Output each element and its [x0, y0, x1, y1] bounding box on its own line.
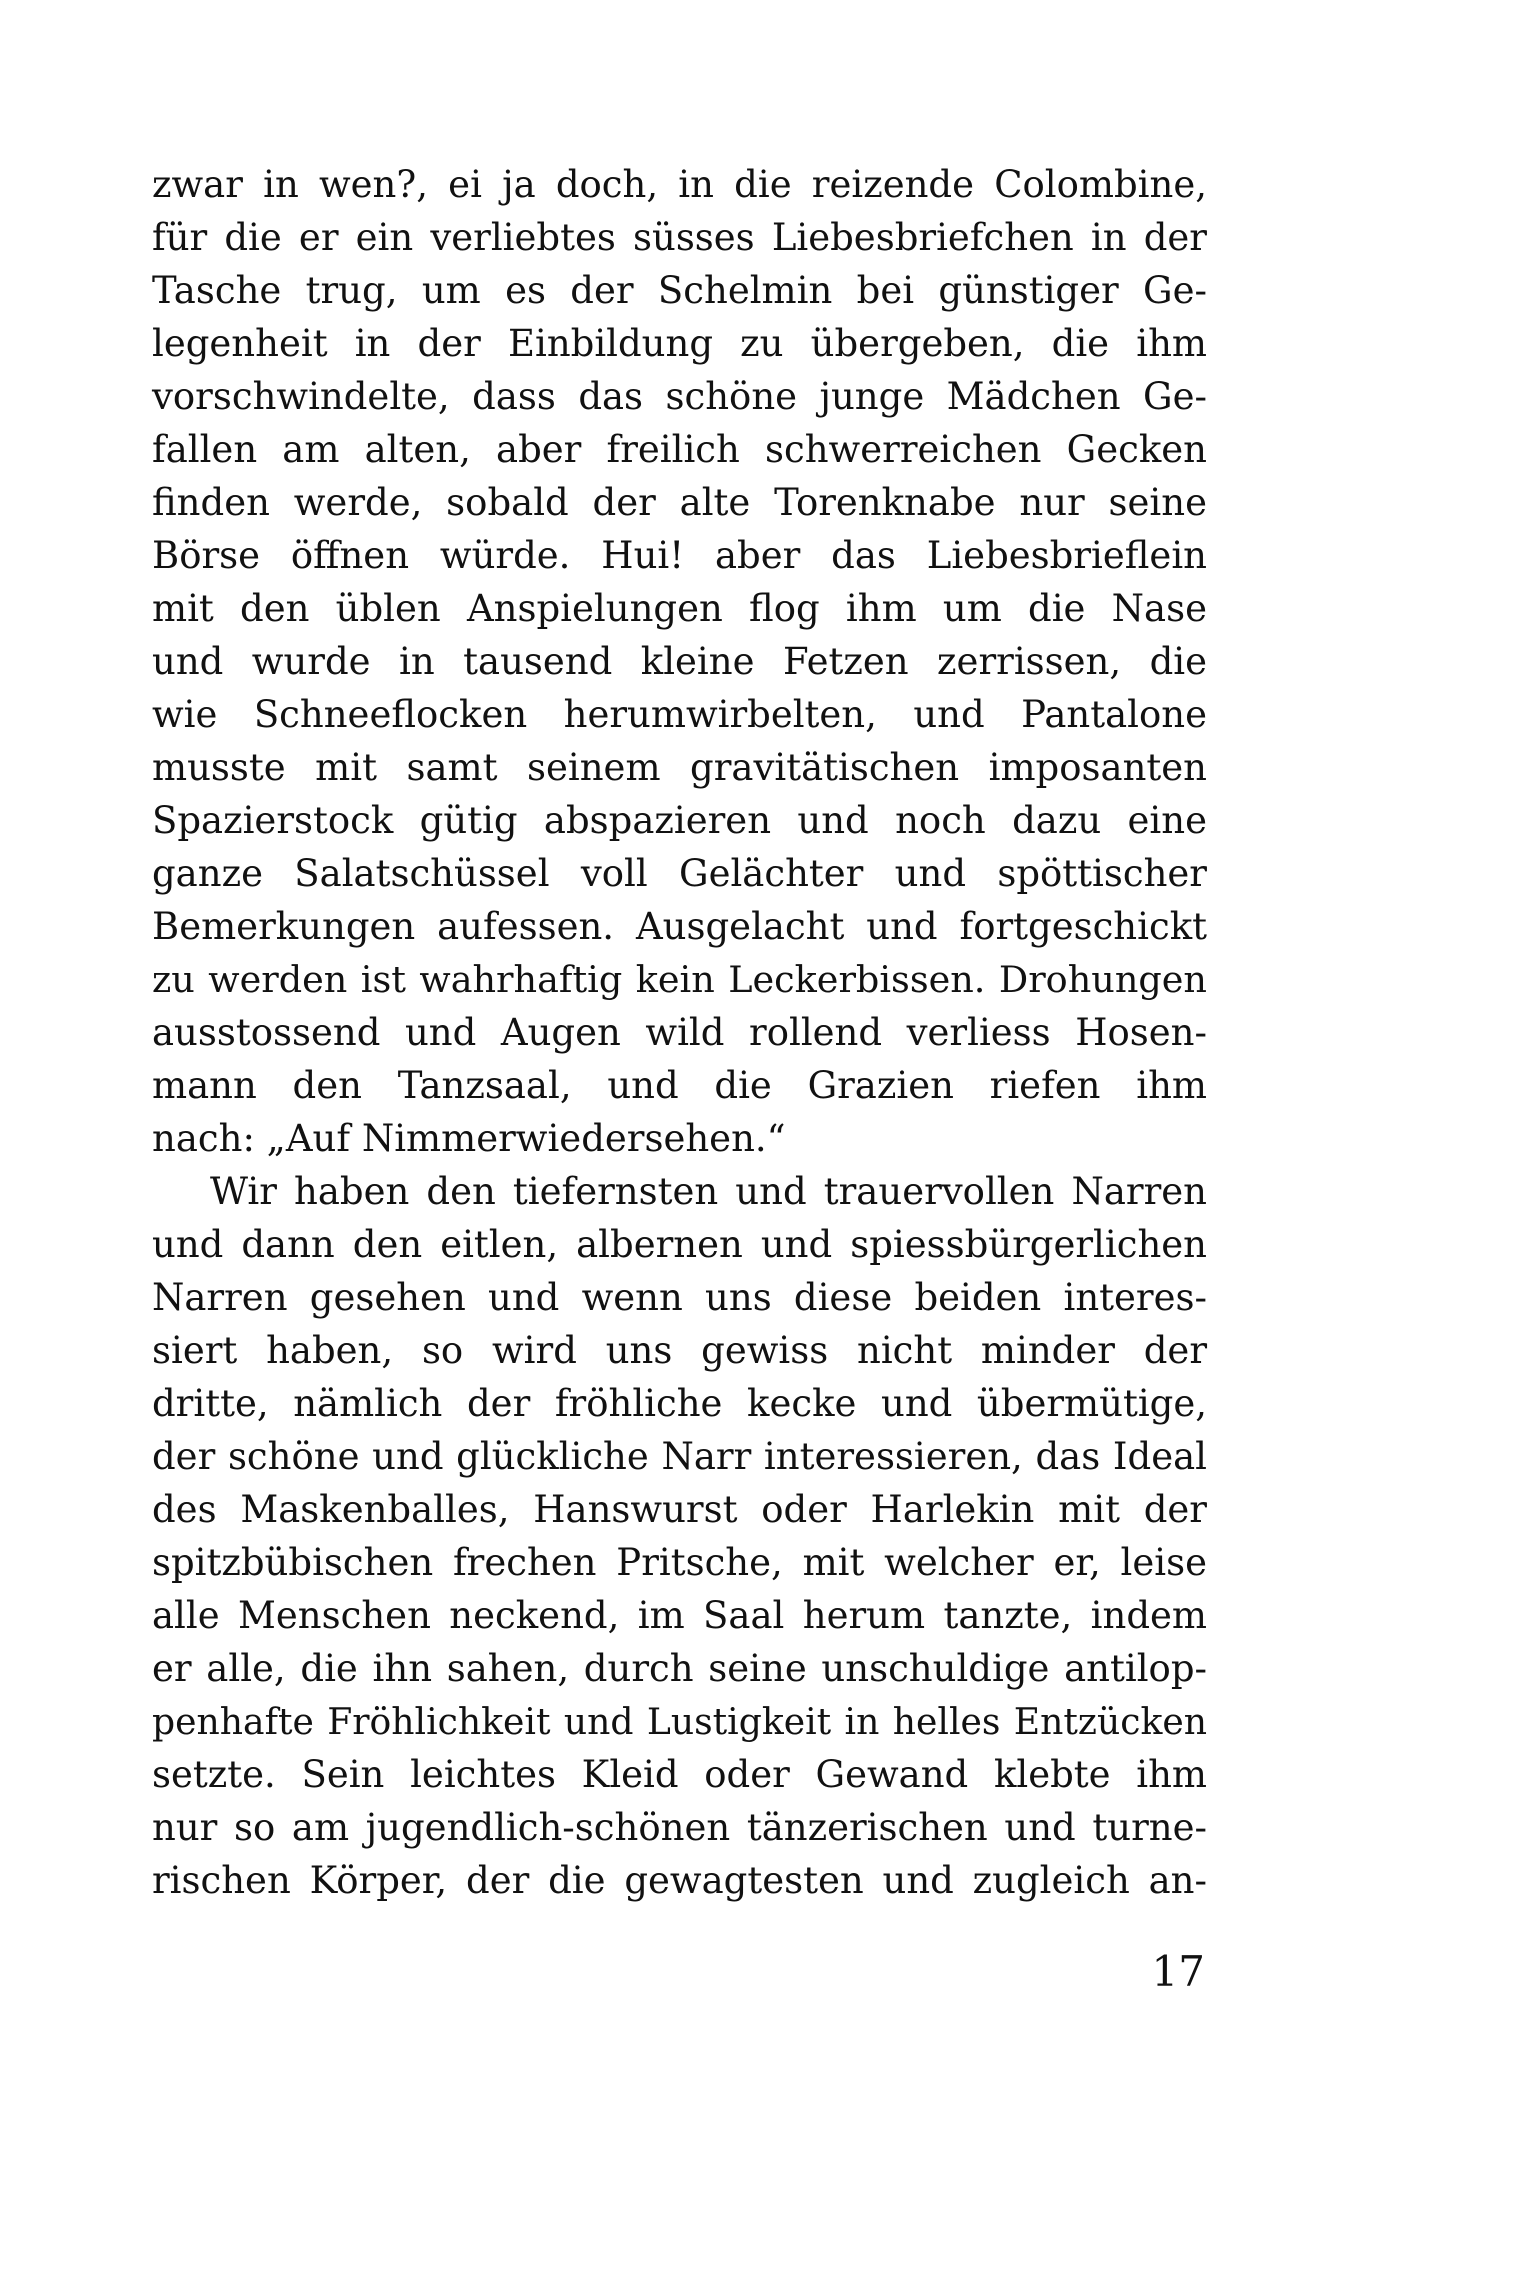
text-line: setzte. Sein leichtes Kleid oder Gewand klebte ihm [152, 1753, 1207, 1796]
text-line: musste mit samt seinem gravitätischen imposanten [152, 746, 1207, 789]
text-line: vorschwindelte, dass das schöne junge Mädchen Ge- [152, 375, 1207, 418]
text-line: dritte, nämlich der fröhliche kecke und übermütige, [152, 1382, 1207, 1425]
text-line: Börse öffnen würde. Hui! aber das Liebesbrieflein [152, 534, 1207, 577]
text-line: und dann den eitlen, albernen und spiessbürgerlichen [152, 1223, 1207, 1266]
text-line: ganze Salatschüssel voll Gelächter und spöttischer [152, 852, 1207, 895]
text-line: alle Menschen neckend, im Saal herum tanzte, indem [152, 1594, 1207, 1637]
text-line: der schöne und glückliche Narr interessieren, das Ideal [152, 1435, 1207, 1478]
text-line: des Maskenballes, Hanswurst oder Harlekin mit der [152, 1488, 1207, 1531]
text-line: nur so am jugendlich-schönen tänzerischen und turne- [152, 1806, 1207, 1849]
text-line: siert haben, so wird uns gewiss nicht minder der [152, 1329, 1207, 1372]
text-line: legenheit in der Einbildung zu übergeben, die ihm [152, 322, 1207, 365]
text-line: finden werde, sobald der alte Torenknabe nur seine [152, 481, 1207, 524]
text-line: und wurde in tausend kleine Fetzen zerrissen, die [152, 640, 1207, 683]
text-line: rischen Körper, der die gewagtesten und zugleich an- [152, 1859, 1207, 1902]
text-line: er alle, die ihn sahen, durch seine unschuldige antilop- [152, 1647, 1207, 1690]
text-line: ausstossend und Augen wild rollend verliess Hosen- [152, 1011, 1207, 1054]
text-line: für die er ein verliebtes süsses Liebesbriefchen in der [152, 216, 1207, 259]
text-line: Spazierstock gütig abspazieren und noch dazu eine [152, 799, 1207, 842]
text-line: fallen am alten, aber freilich schwerreichen Gecken [152, 428, 1207, 471]
text-line: Tasche trug, um es der Schelmin bei günstiger Ge- [152, 269, 1207, 312]
text-line: mit den üblen Anspielungen flog ihm um die Nase [152, 587, 1207, 630]
page-number: 17 [1151, 1947, 1205, 1996]
text-line: Wir haben den tiefernsten und trauervollen Narren [210, 1170, 1207, 1213]
text-line: zwar in wen?, ei ja doch, in die reizende Colombine, [152, 163, 1207, 206]
text-line: mann den Tanzsaal, und die Grazien riefen ihm [152, 1064, 1207, 1107]
text-line: Narren gesehen und wenn uns diese beiden interes- [152, 1276, 1207, 1319]
text-line: wie Schneeflocken herumwirbelten, und Pantalone [152, 693, 1207, 736]
text-line: Bemerkungen aufessen. Ausgelacht und fortgeschickt [152, 905, 1207, 948]
text-line: penhafte Fröhlichkeit und Lustigkeit in helles Entzücken [152, 1700, 1207, 1743]
text-line: spitzbübischen frechen Pritsche, mit welcher er, leise [152, 1541, 1207, 1584]
text-line: nach: „Auf Nimmerwiedersehen.“ [152, 1117, 786, 1160]
text-line: zu werden ist wahrhaftig kein Leckerbissen. Drohungen [152, 958, 1207, 1001]
body-text [152, 158, 1207, 1907]
